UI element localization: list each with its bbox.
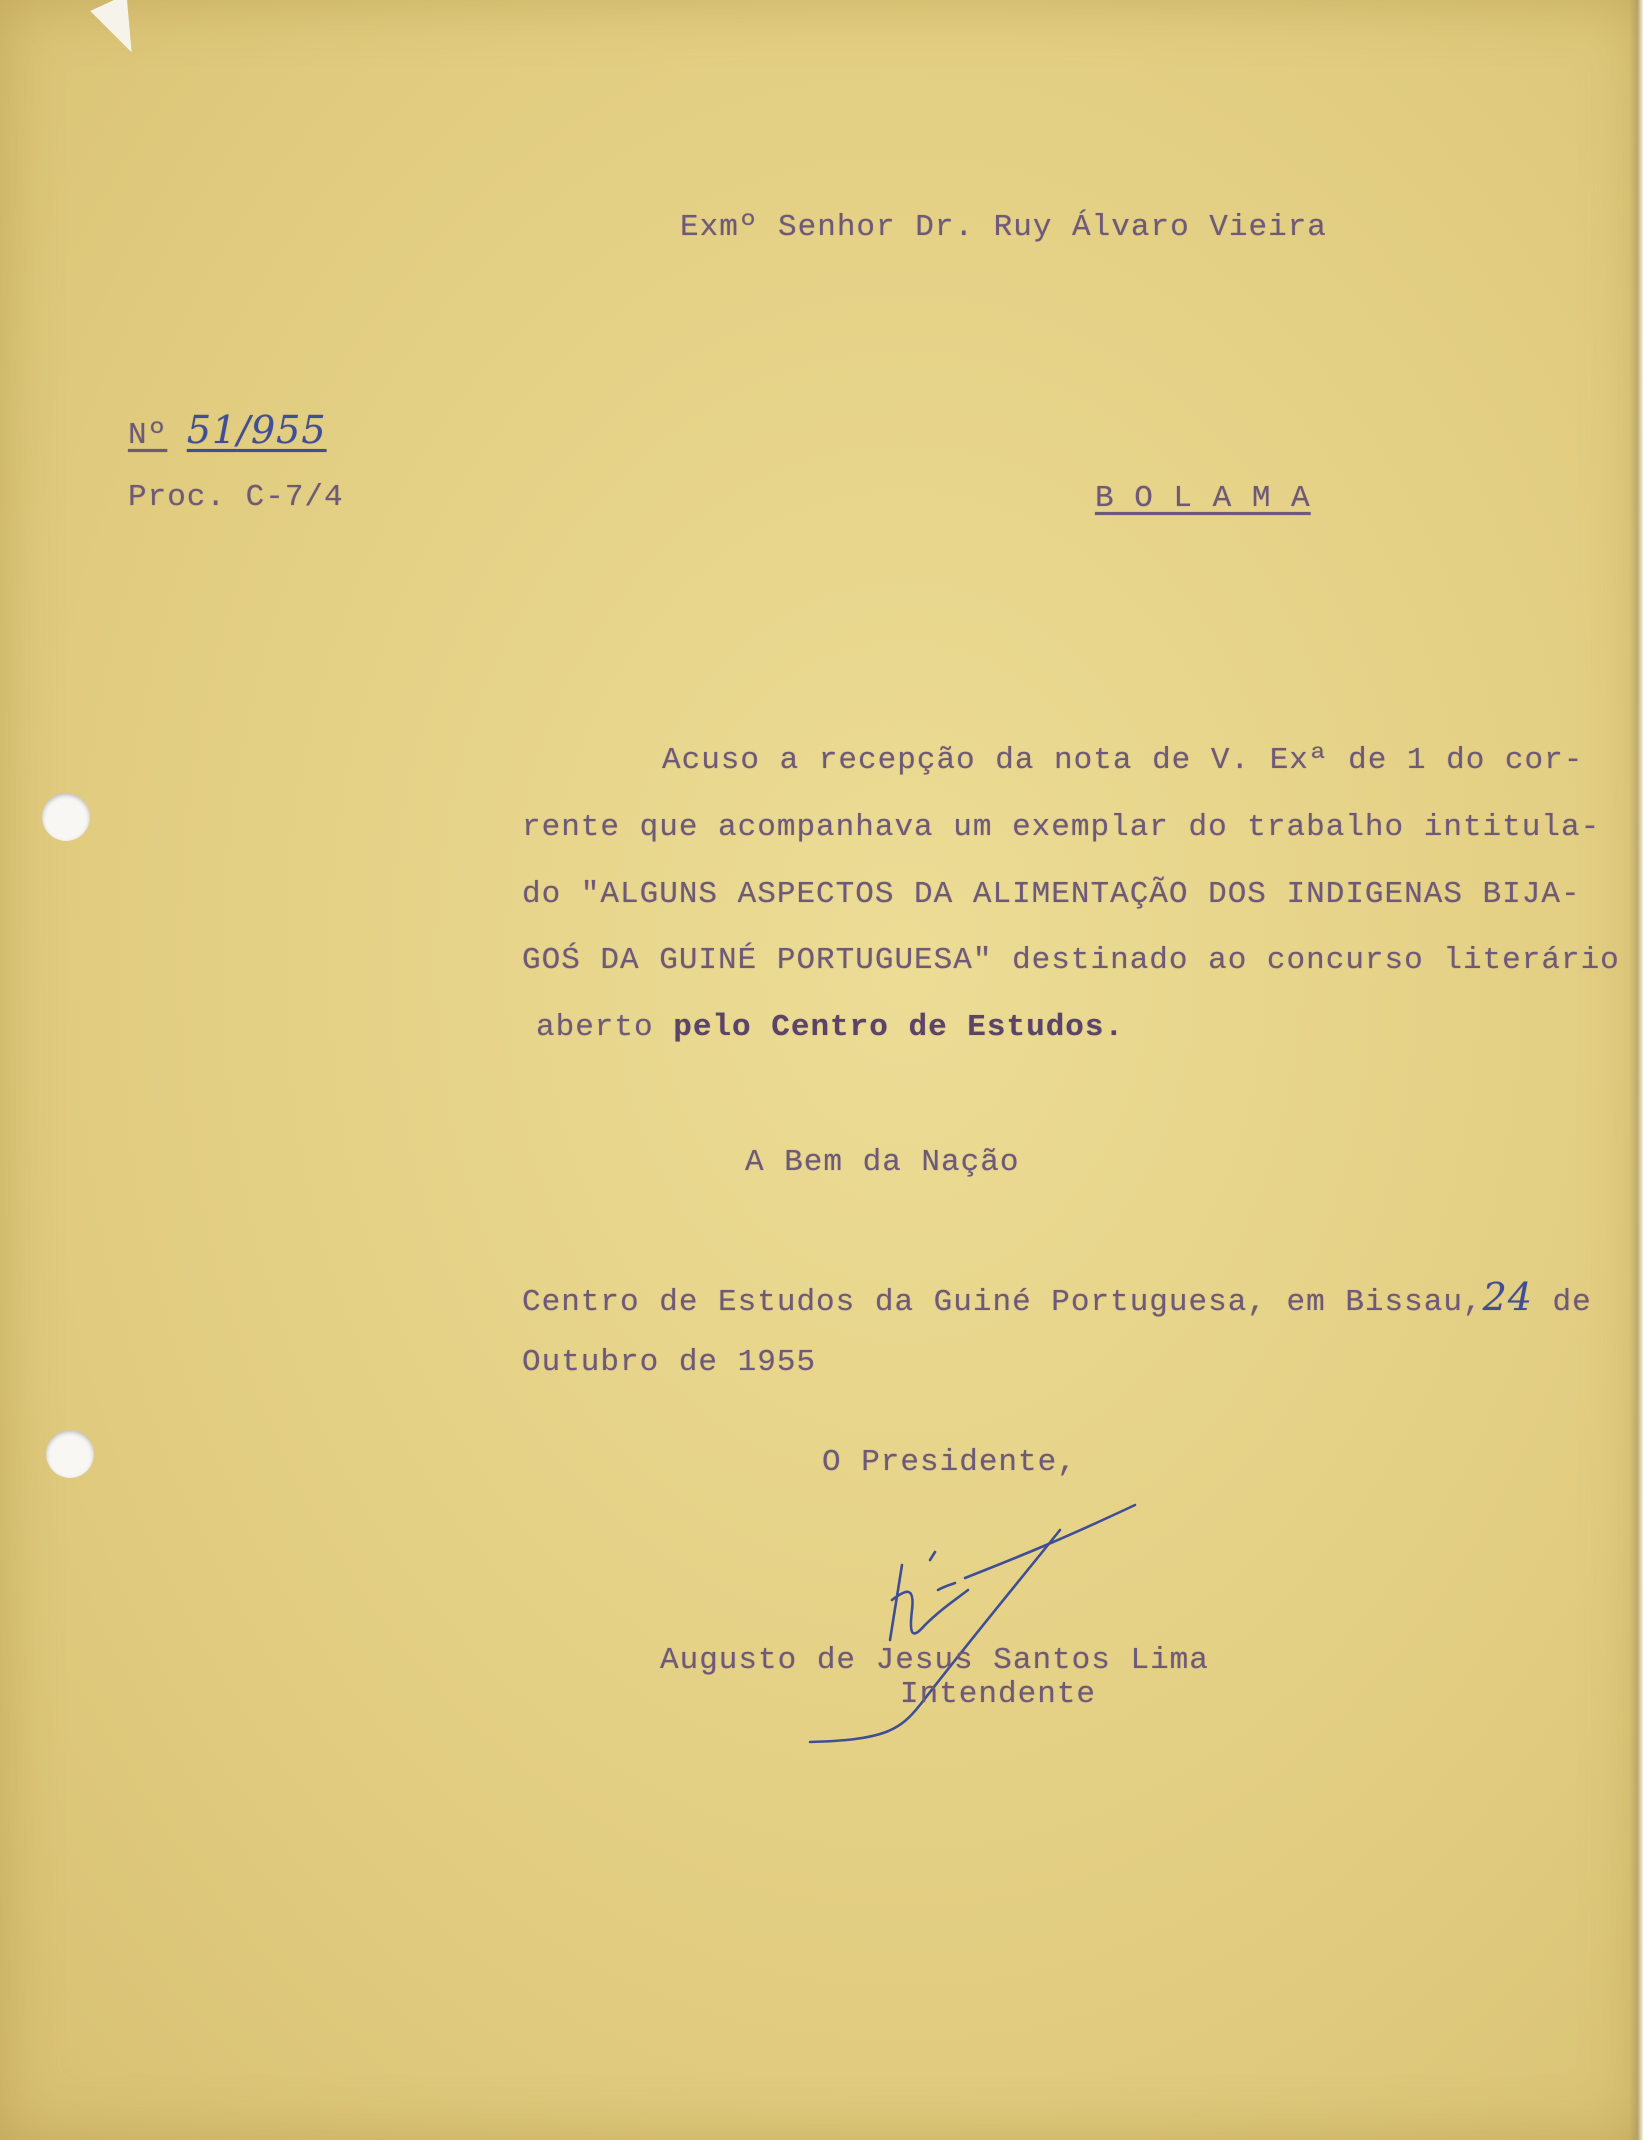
signer-name: Augusto de Jesus Santos Lima bbox=[660, 1643, 1209, 1678]
reference-number-prefix: Nº bbox=[128, 418, 168, 453]
location: B O L A M A bbox=[1095, 481, 1311, 516]
process-reference: Proc. C-7/4 bbox=[128, 480, 344, 515]
reference-number-year: /955 bbox=[237, 408, 327, 452]
body-line-5-part-b: pelo Centro de Estudos. bbox=[673, 1010, 1125, 1045]
body-line-5 bbox=[536, 1010, 1124, 1045]
place-date-line-2: Outubro de 1955 bbox=[522, 1345, 817, 1380]
body-line-1: Acuso a recepção da nota de V. Exª de 1 do cor- bbox=[662, 743, 1584, 778]
body-line-5-part-a: aberto bbox=[536, 1010, 654, 1045]
body-line-4: GOŚ DA GUINÉ PORTUGUESA" destinado ao concurso literário bbox=[522, 943, 1620, 978]
place-date-de: de bbox=[1552, 1285, 1592, 1320]
body-line-3: do "ALGUNS ASPECTOS DA ALIMENTAÇÃO DOS INDIGENAS BIJA- bbox=[522, 877, 1581, 912]
reference-number bbox=[128, 408, 327, 453]
punch-hole-top bbox=[42, 793, 90, 841]
handwritten-signature bbox=[790, 1490, 1190, 1760]
place-date-line-1 bbox=[522, 1275, 1592, 1320]
page-edge bbox=[1629, 0, 1643, 2140]
addressee: Exmº Senhor Dr. Ruy Álvaro Vieira bbox=[680, 210, 1327, 245]
corner-tear bbox=[90, 0, 149, 61]
date-day-handwritten: 24 bbox=[1482, 1275, 1533, 1319]
punch-hole-bottom bbox=[46, 1430, 94, 1478]
body-line-2: rente que acompanhava um exemplar do trabalho intitula- bbox=[522, 810, 1601, 845]
place-date-text: Centro de Estudos da Guiné Portuguesa, em Bissau, bbox=[522, 1285, 1483, 1320]
signer-title: Intendente bbox=[900, 1677, 1097, 1712]
salutation: A Bem da Nação bbox=[745, 1145, 1020, 1180]
reference-number-handwritten: 51 bbox=[186, 408, 238, 452]
signer-role: O Presidente, bbox=[822, 1445, 1077, 1480]
